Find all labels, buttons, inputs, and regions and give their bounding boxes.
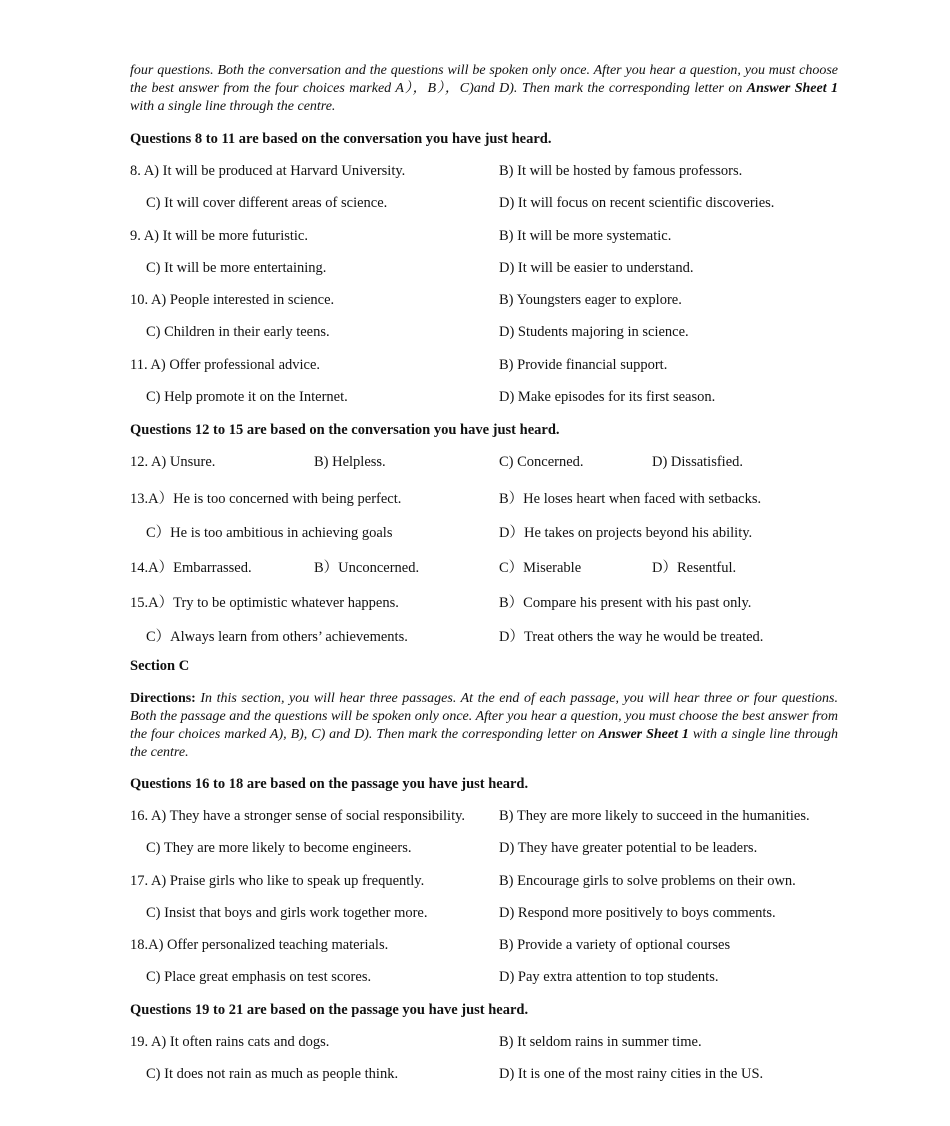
q8-option-b: B) It will be hosted by famous professors. — [499, 163, 743, 179]
q11-option-a: 11. A) Offer professional advice. — [130, 357, 321, 373]
intro-text: four questions. Both the conversation and the questions will be spoken only once. After you hear a question, you must choose the best answer from the four choices marked A），B），C)and D). Then mark the corresponding letter on — [130, 63, 838, 96]
question-19 — [130, 1034, 838, 1098]
q19-option-b: B) It seldom rains in summer time. — [499, 1034, 702, 1050]
q9-option-c: C) It will be more entertaining. — [146, 260, 327, 276]
q18-option-b: B) Provide a variety of optional courses — [499, 937, 731, 953]
q8-option-a: 8. A) It will be produced at Harvard University. — [130, 163, 406, 179]
q19-option-d: D) It is one of the most rainy cities in the US. — [499, 1066, 764, 1082]
question-9 — [130, 228, 838, 292]
intro-paragraph — [130, 62, 838, 116]
q9-option-b: B) It will be more systematic. — [499, 228, 672, 244]
q16-option-c: C) They are more likely to become engineers. — [146, 840, 412, 856]
q14-option-c: C）Miserable — [499, 560, 582, 576]
q17-option-c: C) Insist that boys and girls work together more. — [146, 905, 428, 921]
directions-answer-sheet: Answer Sheet 1 — [598, 727, 689, 742]
q14-option-b: B）Unconcerned. — [314, 560, 420, 576]
intro-answer-sheet: Answer Sheet 1 — [746, 81, 838, 96]
q10-option-d: D) Students majoring in science. — [499, 324, 689, 340]
directions-text: In this section, you will hear three passages. At the end of each passage, you will hear three or four questions. Both the passage and the questions will be spoken only once. After you hear a question, you must choose the best answer from the four choices marked A), B), C) and D). Then mark the corresponding letter on — [130, 691, 838, 742]
q8-option-d: D) It will focus on recent scientific discoveries. — [499, 195, 775, 211]
heading-questions-16-18: Questions 16 to 18 are based on the passage you have just heard. — [130, 776, 529, 792]
q16-option-b: B) They are more likely to succeed in the humanities. — [499, 808, 810, 824]
q12-option-c: C) Concerned. — [499, 454, 584, 470]
q13-option-a: 13.A）He is too concerned with being perfect. — [130, 491, 402, 507]
intro-tail: with a single line through the centre. — [130, 99, 336, 114]
directions-paragraph — [130, 690, 838, 762]
q19-option-a: 19. A) It often rains cats and dogs. — [130, 1034, 330, 1050]
question-12 — [130, 454, 838, 486]
heading-questions-12-15: Questions 12 to 15 are based on the conversation you have just heard. — [130, 422, 560, 438]
question-18 — [130, 937, 838, 1001]
directions-tail: with a single line through the centre. — [130, 727, 839, 760]
q13-option-c: C）He is too ambitious in achieving goals — [146, 525, 393, 541]
question-16 — [130, 808, 838, 872]
q9-option-a: 9. A) It will be more futuristic. — [130, 228, 308, 244]
q19-option-c: C) It does not rain as much as people think. — [146, 1066, 399, 1082]
q12-option-d: D) Dissatisfied. — [652, 454, 744, 470]
q12-option-a: 12. A) Unsure. — [130, 454, 216, 470]
question-10 — [130, 292, 838, 356]
q10-option-a: 10. A) People interested in science. — [130, 292, 335, 308]
q16-option-a: 16. A) They have a stronger sense of social responsibility. — [130, 808, 466, 824]
question-13 — [130, 487, 838, 553]
q17-option-d: D) Respond more positively to boys comments. — [499, 905, 776, 921]
heading-questions-19-21: Questions 19 to 21 are based on the passage you have just heard. — [130, 1002, 529, 1018]
question-8 — [130, 163, 838, 227]
q14-option-d: D）Resentful. — [652, 560, 737, 576]
q15-option-d: D）Treat others the way he would be treated. — [499, 629, 764, 645]
q15-option-b: B）Compare his present with his past only. — [499, 595, 752, 611]
q10-option-b: B) Youngsters eager to explore. — [499, 292, 682, 308]
q15-option-c: C）Always learn from others’ achievements. — [146, 629, 408, 645]
question-11 — [130, 357, 838, 421]
q17-option-b: B) Encourage girls to solve problems on their own. — [499, 873, 796, 889]
heading-questions-8-11: Questions 8 to 11 are based on the conversation you have just heard. — [130, 131, 552, 147]
q13-option-b: B）He loses heart when faced with setbacks. — [499, 491, 762, 507]
q18-option-a: 18.A) Offer personalized teaching materials. — [130, 937, 389, 953]
directions-label: Directions: — [130, 691, 196, 706]
q15-option-a: 15.A）Try to be optimistic whatever happens. — [130, 595, 399, 611]
q11-option-c: C) Help promote it on the Internet. — [146, 389, 348, 405]
q13-option-d: D）He takes on projects beyond his ability. — [499, 525, 753, 541]
q12-option-b: B) Helpless. — [314, 454, 386, 470]
q9-option-d: D) It will be easier to understand. — [499, 260, 694, 276]
q14-option-a: 14.A）Embarrassed. — [130, 560, 252, 576]
q18-option-c: C) Place great emphasis on test scores. — [146, 969, 372, 985]
section-c-title: Section C — [130, 658, 190, 674]
question-15 — [130, 591, 838, 657]
question-17 — [130, 873, 838, 937]
q11-option-b: B) Provide financial support. — [499, 357, 668, 373]
q17-option-a: 17. A) Praise girls who like to speak up frequently. — [130, 873, 425, 889]
q11-option-d: D) Make episodes for its first season. — [499, 389, 716, 405]
question-14 — [130, 556, 838, 588]
q16-option-d: D) They have greater potential to be leaders. — [499, 840, 758, 856]
q18-option-d: D) Pay extra attention to top students. — [499, 969, 719, 985]
q8-option-c: C) It will cover different areas of science. — [146, 195, 388, 211]
q10-option-c: C) Children in their early teens. — [146, 324, 330, 340]
